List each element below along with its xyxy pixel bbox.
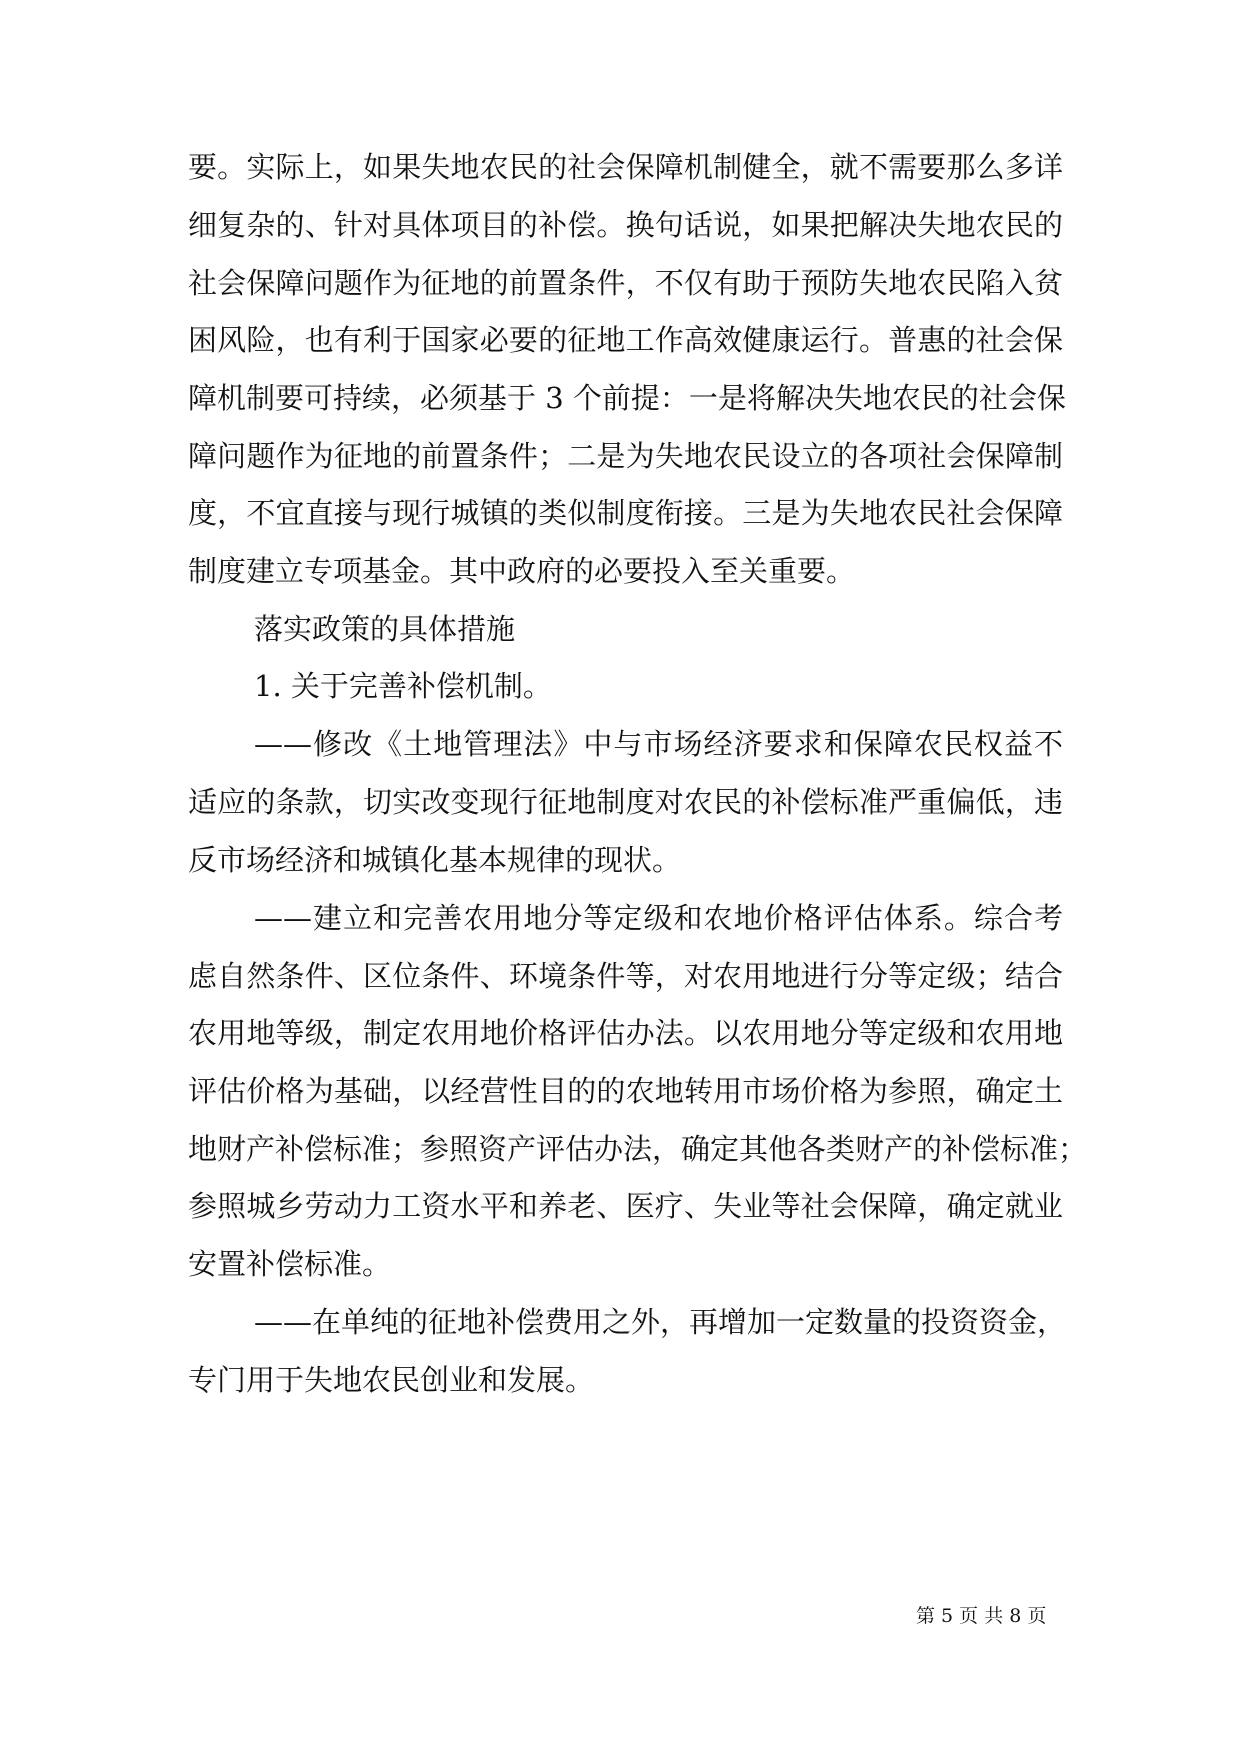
- paragraph-line: 农用地等级，制定农用地价格评估办法。以农用地分等定级和农用地: [188, 1016, 1063, 1050]
- section-heading: 落实政策的具体措施: [254, 612, 516, 646]
- paragraph-line: ——在单纯的征地补偿费用之外，再增加一定数量的投资资金，: [254, 1305, 1067, 1339]
- paragraph-line: 安置补偿标准。: [188, 1247, 392, 1281]
- paragraph-line: ——修改《土地管理法》中与市场经济要求和保障农民权益不: [254, 727, 1063, 761]
- numbered-heading: 1. 关于完善补偿机制。: [254, 669, 552, 703]
- paragraph-line: 要。实际上，如果失地农民的社会保障机制健全，就不需要那么多详: [188, 150, 1063, 184]
- paragraph-line: 度，不宜直接与现行城镇的类似制度衔接。三是为失地农民社会保障: [188, 496, 1063, 530]
- paragraph-line: 虑自然条件、区位条件、环境条件等，对农用地进行分等定级；结合: [188, 959, 1063, 993]
- paragraph-line: 困风险，也有利于国家必要的征地工作高效健康运行。普惠的社会保: [188, 323, 1063, 357]
- paragraph-line: 地财产补偿标准；参照资产评估办法，确定其他各类财产的补偿标准；: [188, 1132, 1088, 1166]
- paragraph-line: 社会保障问题作为征地的前置条件，不仅有助于预防失地农民陷入贫: [188, 266, 1063, 300]
- paragraph-line: 障机制要可持续，必须基于 3 个前提：一是将解决失地农民的社会保: [188, 381, 1066, 415]
- paragraph-line: 细复杂的、针对具体项目的补偿。换句话说，如果把解决失地农民的: [188, 208, 1063, 242]
- paragraph-line: 制度建立专项基金。其中政府的必要投入至关重要。: [188, 554, 856, 588]
- paragraph-line: 评估价格为基础，以经营性目的的农地转用市场价格为参照，确定土: [188, 1074, 1063, 1108]
- paragraph-line: 适应的条款，切实改变现行征地制度对农民的补偿标准严重偏低，违: [188, 785, 1063, 819]
- paragraph-line: ——建立和完善农用地分等定级和农地价格评估体系。综合考: [254, 901, 1063, 935]
- paragraph-line: 障问题作为征地的前置条件；二是为失地农民设立的各项社会保障制: [188, 439, 1063, 473]
- page-number-footer: 第 5 页 共 8 页: [916, 1605, 1047, 1627]
- paragraph-line: 参照城乡劳动力工资水平和养老、医疗、失业等社会保障，确定就业: [188, 1189, 1063, 1223]
- paragraph-line: 专门用于失地农民创业和发展。: [188, 1363, 595, 1397]
- paragraph-line: 反市场经济和城镇化基本规律的现状。: [188, 843, 682, 877]
